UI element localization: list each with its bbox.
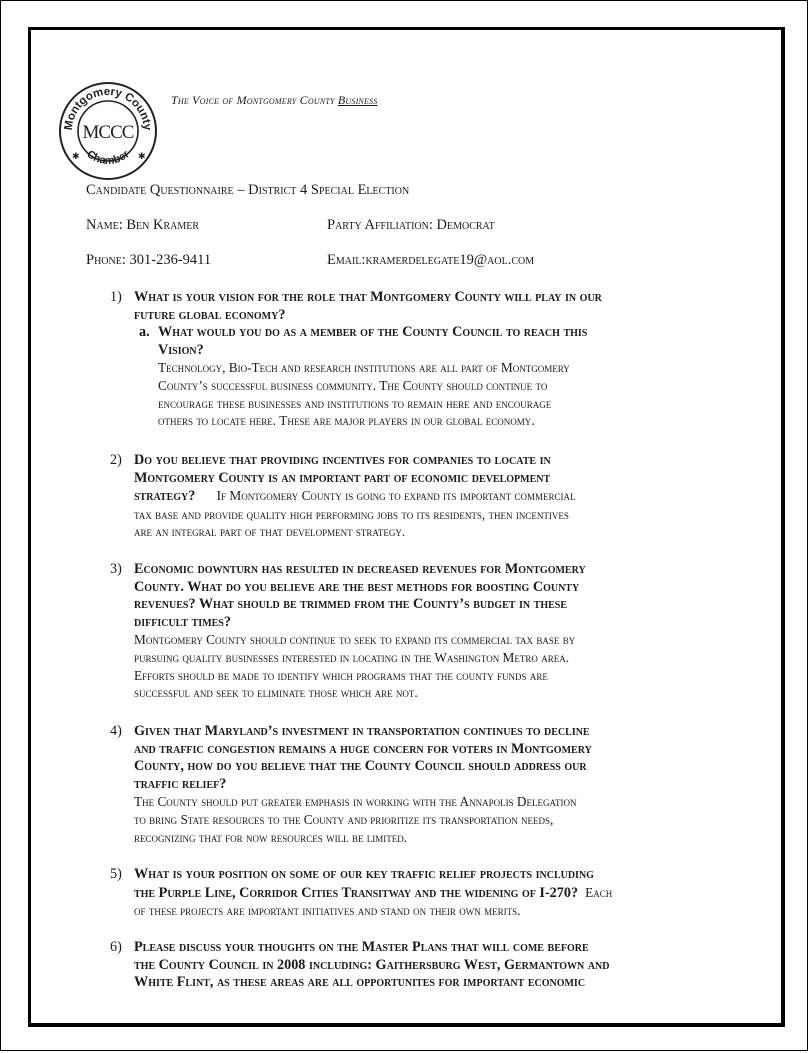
questionnaire-title: Candidate Questionnaire – District 4 Special Election <box>86 182 410 198</box>
question-1: 1) What is your vision for the role that Montgomery County will play in our future global economy? a. What would you do as a member of the County Council to reach this Vision? Technology, Bio-Tech and research institutions are all part of Montgomery County’s successful business community. The County should continue to encourage these businesses and institutions to remain here and encourage others to locate here. These are major players in our global economy. <box>110 289 602 429</box>
svg-text:✱: ✱ <box>138 152 146 162</box>
candidate-phone: Phone: 301-236-9411 <box>86 252 212 268</box>
seal-ring-top: Montgomery County <box>62 85 154 131</box>
svg-text:Chamber <box>84 148 132 167</box>
party-affiliation: Party Affiliation: Democrat <box>327 217 495 233</box>
question-4: 4) Given that Maryland’s investment in transportation continues to decline and traffic congestion remains a huge concern for voters in Montgomery County, how do you believe that the County Council should address our traffic relief? The County should put greater emphasis in working with the Annapolis Delegation to bring State resources to the County and prioritize its transportation needs, recognizing that for now resources will be limited. <box>110 723 592 845</box>
candidate-email: Email:kramerdelegate19@aol.com <box>327 252 535 268</box>
seal-ring-bottom: Chamber <box>84 148 132 168</box>
seal-center-text: MCCC <box>82 122 134 143</box>
tagline: The Voice of Montgomery County Business <box>171 93 378 107</box>
question-2: 2) Do you believe that providing incentives for companies to locate in Montgomery County is an important part of economic development strategy? If Montgomery County is going to expand its important commercial tax base and provide quality high performing jobs to its residents, then incentives are an integral part of that development strategy. <box>110 452 576 540</box>
question-5: 5) What is your position on some of our key traffic relief projects including the Purple Line, Corridor Cities Transitway and the widening of I-270? Each of these projects are important initiatives and stand on their own merits. <box>110 866 613 919</box>
chamber-seal-icon <box>58 81 158 181</box>
svg-text:✱: ✱ <box>72 152 80 162</box>
question-6: 6) Please discuss your thoughts on the Master Plans that will come before the County Council in 2008 including: Gaithersburg West, Germantown and White Flint, as these areas are all opportunites for important economic <box>110 939 610 991</box>
question-3: 3) Economic downturn has resulted in decreased revenues for Montgomery County. What do you believe are the best methods for boosting County revenues? What should be trimmed from the County’s budget in these difficult times? Montgomery County should continue to seek to expand its commercial tax base by pursuing quality businesses interested in locating in the Washington Metro area. Efforts should be made to identify which programs that the county funds are successful and seek to eliminate those which are not. <box>110 561 586 701</box>
candidate-name: Name: Ben Kramer <box>86 217 200 233</box>
